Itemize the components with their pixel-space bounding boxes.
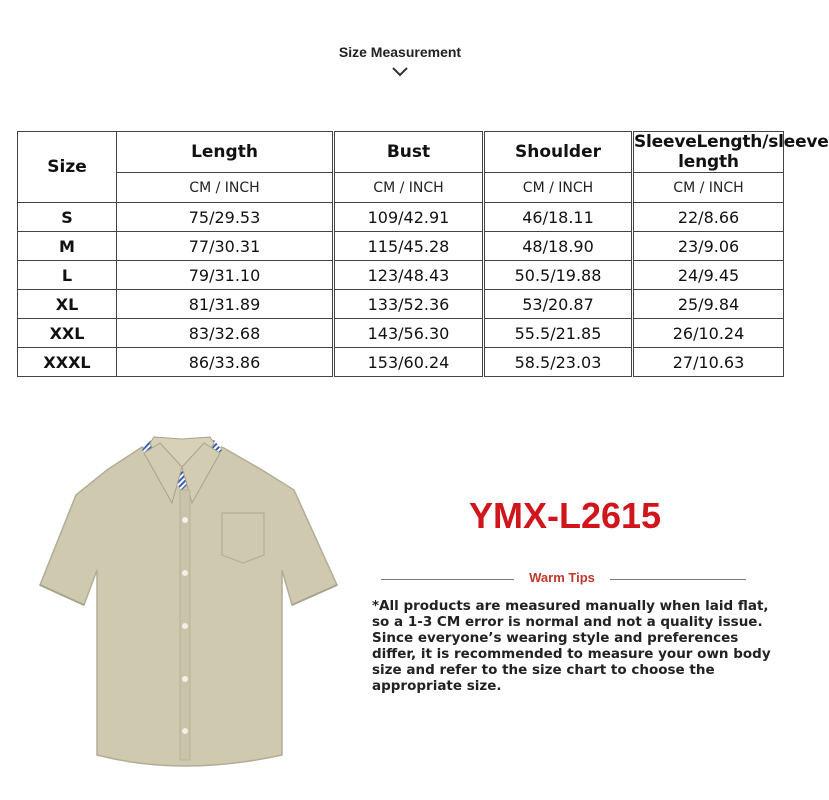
divider	[610, 579, 746, 580]
length-value: 77/30.31	[117, 232, 333, 261]
table-row	[18, 290, 784, 319]
bust-value: 109/42.91	[335, 203, 483, 232]
column-header-length: Length	[117, 132, 333, 173]
length-value: 86/33.86	[117, 348, 333, 377]
size-label: S	[18, 203, 117, 232]
size-label: XL	[18, 290, 117, 319]
table-row	[18, 232, 784, 261]
bust-value: 123/48.43	[335, 261, 483, 290]
warm-tips-text: *All products are measured manually when laid flat, so a 1-3 CM error is normal and not a quality issue. Since everyone’s wearing style and preferences differ, it is recommended to measure your own body size and refer to the size chart to choose the appropriate size.	[372, 598, 771, 694]
shirt-product-image	[32, 395, 342, 800]
shoulder-value: 48/18.90	[485, 232, 632, 261]
column-header-sleeve-length: SleeveLength/sleeve length	[634, 132, 829, 172]
size-chart-table	[17, 131, 829, 377]
sleeve-length-value: 27/10.63	[634, 348, 784, 377]
size-column-header: Size	[18, 132, 117, 203]
shoulder-value: 50.5/19.88	[485, 261, 632, 290]
length-value: 83/32.68	[117, 319, 333, 348]
size-label: XXL	[18, 319, 117, 348]
unit-label: CM / INCH	[634, 173, 784, 203]
bust-value: 153/60.24	[335, 348, 483, 377]
shoulder-value: 46/18.11	[485, 203, 632, 232]
unit-label: CM / INCH	[485, 173, 632, 203]
chevron-down-icon	[391, 66, 409, 78]
shoulder-value: 55.5/21.85	[485, 319, 632, 348]
table-row	[18, 348, 784, 377]
table-row	[18, 261, 784, 290]
sleeve-length-value: 23/9.06	[634, 232, 784, 261]
length-value: 75/29.53	[117, 203, 333, 232]
length-value: 79/31.10	[117, 261, 333, 290]
length-value: 81/31.89	[117, 290, 333, 319]
shoulder-value: 58.5/23.03	[485, 348, 632, 377]
table-row	[18, 203, 784, 232]
bust-value: 143/56.30	[335, 319, 483, 348]
sleeve-length-value: 22/8.66	[634, 203, 784, 232]
table-row	[18, 319, 784, 348]
sleeve-length-value: 24/9.45	[634, 261, 784, 290]
column-header-shoulder: Shoulder	[485, 132, 632, 173]
unit-label: CM / INCH	[335, 173, 483, 203]
size-label: M	[18, 232, 117, 261]
page-title: Size Measurement	[338, 44, 462, 60]
bust-value: 133/52.36	[335, 290, 483, 319]
column-header-bust: Bust	[335, 132, 483, 173]
model-number: YMX-L2615	[468, 495, 662, 536]
warm-tips-title: Warm Tips	[529, 570, 595, 585]
size-label: L	[18, 261, 117, 290]
divider	[381, 579, 514, 580]
sleeve-length-value: 25/9.84	[634, 290, 784, 319]
size-label: XXXL	[18, 348, 117, 377]
shoulder-value: 53/20.87	[485, 290, 632, 319]
bust-value: 115/45.28	[335, 232, 483, 261]
unit-label: CM / INCH	[117, 173, 333, 203]
sleeve-length-value: 26/10.24	[634, 319, 784, 348]
